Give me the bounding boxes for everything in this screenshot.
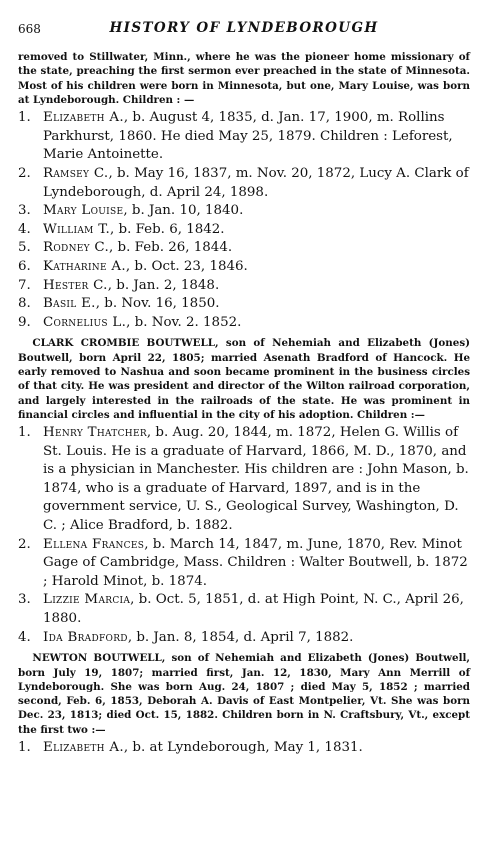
child-name: Cornelius L. [43, 314, 127, 330]
child-details: , b. Nov. 16, 1850. [95, 296, 220, 312]
child-entry [18, 202, 470, 221]
child-name: Henry Thatcher [43, 425, 147, 441]
entry-number: 6. [18, 258, 31, 274]
child-details: , b. Jan. 2, 1848. [107, 277, 220, 293]
child-details: , b. Feb. 6, 1842. [110, 221, 225, 237]
child-entry [18, 258, 470, 277]
child-name: Hester C. [43, 277, 108, 293]
child-name: Elizabeth A. [43, 740, 124, 755]
entry-number: 4. [18, 629, 31, 645]
paragraph: NEWTON BOUTWELL, son of Nehemiah and Elizabeth (Jones) Boutwell, born July 19, 1807; married first, Jan. 12, 1830, Mary Ann Merrill of Lyndeborough. She was born Aug. 24, 1807 ; died May 5, 1852 ; married second, Feb. 6, 1853, Deborah A. Davis of East Montpelier, Vt. She was born Dec. 23, 1813; died Oct. 15, 1882. Children born in N. Craftsbury, Vt., except the first two :— [18, 652, 470, 736]
paragraph: CLARK CROMBIE BOUTWELL, son of Nehemiah and Elizabeth (Jones) Boutwell, born April 22, 1805; married Asenath Bradford of Hancock. He early removed to Nashua and soon became prominent in the business circles of that city. He was president and director of the Wilton railroad corporation, and largely interested in the railroads of the state. He was prominent in financial circles and influential in the city of his adoption. Children :— [18, 337, 470, 421]
child-details: , b. Aug. 20, 1844, m. 1872, Helen G. Willis of St. Louis. He is a graduate of Harvard, 1866, M. D., 1870, and is a physician in Manchester. His children are : John Mason, b. 1874, who is a graduate of Harvard, 1897, and is in the government service, U. S., Geological Survey, Washington, D. C. ; Alice Bradford, b. 1882. [43, 425, 469, 534]
child-name: Katharine A. [43, 258, 126, 274]
entry-number: 1. [18, 110, 31, 126]
entry-number: 9. [18, 314, 31, 330]
children-list [18, 109, 470, 332]
child-details: , b. August 4, 1835, d. Jan. 17, 1900, m. Rollins Parkhurst, 1860. He died May 25, 1879. Children : Leforest, Marie Antoinette. [43, 110, 453, 163]
child-name: Ida Bradford [43, 629, 128, 645]
running-title: HISTORY OF LYNDEBOROUGH [109, 20, 379, 36]
child-details: , b. Jan. 10, 1840. [123, 203, 244, 219]
child-details: , b. Oct. 23, 1846. [125, 258, 248, 274]
child-name: William T. [43, 221, 111, 237]
child-details: , b. Feb. 26, 1844. [109, 240, 233, 256]
child-details: , b. at Lyndeborough, May 1, 1831. [123, 740, 363, 755]
child-name: Mary Louise [43, 203, 124, 219]
child-entry [18, 221, 470, 240]
child-name: Rodney C. [43, 240, 110, 256]
child-name: Lizzie Marcia [43, 592, 131, 608]
child-details: , b. Oct. 5, 1851, d. at High Point, N. C., April 26, 1880. [43, 592, 464, 627]
paragraph: removed to Stillwater, Minn., where he was the pioneer home missionary of the state, preaching the first sermon ever preached in the state of Minnesota. Most of his children were born in Minnesota, but one, Mary Louise, was born at Lyndeborough. Children : — [18, 51, 470, 106]
child-entry [18, 536, 470, 592]
entry-number: 5. [18, 240, 31, 256]
child-entry [18, 591, 470, 628]
child-name: Elizabeth A. [43, 110, 124, 126]
child-entry [18, 295, 470, 314]
child-details: , b. March 14, 1847, m. June, 1870, Rev. Minot Gage of Cambridge, Mass. Children : Walter Boutwell, b. 1872 ; Harold Minot, b. 1874. [43, 536, 468, 589]
child-entry [18, 239, 470, 258]
child-entry [18, 109, 470, 165]
child-details: , b. Nov. 2. 1852. [126, 314, 242, 330]
entry-number: 2. [18, 165, 31, 181]
entry-number: 4. [18, 221, 31, 237]
child-name: Ellena Frances [43, 536, 145, 552]
child-name: Ramsey C. [43, 165, 109, 181]
entry-number: 8. [18, 296, 31, 312]
entry-number: 2. [18, 536, 31, 552]
page-number: 668 [18, 22, 41, 36]
child-details: , b. Jan. 8, 1854, d. April 7, 1882. [127, 629, 354, 645]
child-details: , b. May 16, 1837, m. Nov. 20, 1872, Lucy A. Clark of Lyndeborough, d. April 24, 1898. [43, 165, 469, 200]
entry-number: 7. [18, 277, 31, 293]
entry-number: 3. [18, 592, 31, 608]
child-entry [18, 165, 470, 202]
page-header [18, 18, 470, 40]
child-entry [18, 629, 470, 648]
entry-number: 3. [18, 203, 31, 219]
children-list [18, 424, 470, 647]
page-body [18, 50, 470, 762]
entry-number: 1. [18, 425, 31, 441]
child-entry [18, 277, 470, 296]
child-entry [18, 739, 470, 758]
children-list [18, 739, 470, 758]
child-entry [18, 424, 470, 536]
child-name: Basil E. [43, 296, 96, 312]
entry-number: 1. [18, 740, 31, 755]
child-entry [18, 314, 470, 333]
